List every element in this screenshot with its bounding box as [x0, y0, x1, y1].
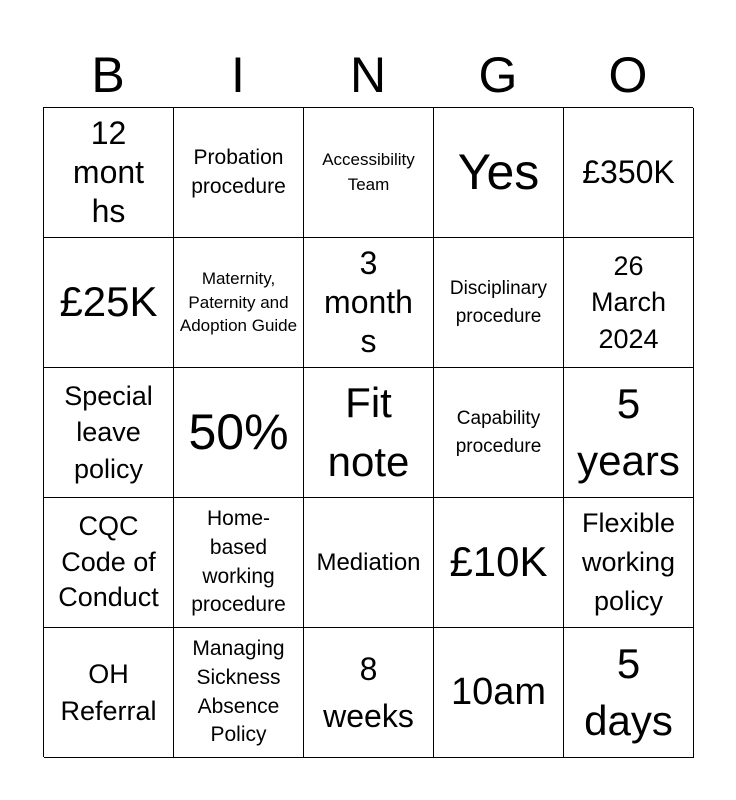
bingo-cell[interactable]: [174, 498, 304, 628]
cell-text: £10K: [449, 538, 548, 586]
cell-text: Accessibility Team: [322, 149, 415, 194]
bingo-header: [43, 44, 693, 106]
cell-text: CQC Code of Conduct: [58, 510, 159, 613]
bingo-cell[interactable]: [174, 238, 304, 368]
cell-text: 50%: [188, 403, 289, 460]
cell-text: OH Referral: [60, 659, 157, 726]
cell-text: Disciplinary procedure: [449, 277, 548, 327]
bingo-cell[interactable]: [434, 238, 564, 368]
bingo-cell[interactable]: [434, 108, 564, 238]
bingo-cell[interactable]: [564, 368, 694, 498]
cell-text: Home-based working procedure: [191, 506, 286, 617]
bingo-cell[interactable]: [434, 368, 564, 498]
cell-text: Mediation: [316, 548, 421, 576]
bingo-cell[interactable]: [564, 238, 694, 368]
cell-text: 5 days: [584, 639, 673, 744]
bingo-cell[interactable]: [304, 368, 434, 498]
bingo-cell[interactable]: [304, 628, 434, 758]
bingo-cell[interactable]: [304, 238, 434, 368]
cell-text: 8 weeks: [323, 651, 414, 734]
bingo-board: [43, 107, 693, 757]
bingo-cell[interactable]: [44, 368, 174, 498]
cell-text: Managing Sickness Absence Policy: [192, 636, 285, 747]
cell-text: Fit note: [327, 378, 410, 485]
bingo-cell[interactable]: [44, 238, 174, 368]
header-letter-i: I: [231, 47, 245, 103]
cell-text: 10am: [450, 671, 547, 714]
bingo-cell[interactable]: [564, 628, 694, 758]
header-letter-n: N: [349, 47, 387, 103]
bingo-cell[interactable]: [174, 628, 304, 758]
cell-text: Yes: [457, 143, 540, 200]
cell-text: 26 March 2024: [590, 251, 666, 354]
bingo-cell[interactable]: [174, 108, 304, 238]
header-letter-o: O: [608, 47, 648, 103]
cell-text: 12 months: [72, 114, 145, 230]
cell-text: £350K: [582, 153, 675, 190]
bingo-cell[interactable]: [44, 108, 174, 238]
header-letter-g: G: [478, 47, 518, 103]
cell-text: Maternity, Paternity and Adoption Guide: [179, 269, 298, 336]
bingo-cell[interactable]: [304, 108, 434, 238]
cell-text: 5 years: [577, 379, 680, 484]
cell-text: £25K: [59, 278, 158, 326]
bingo-cell[interactable]: [564, 498, 694, 628]
cell-text: Special leave policy: [64, 381, 153, 484]
bingo-cell[interactable]: [564, 108, 694, 238]
cell-text: 3 months: [324, 244, 413, 360]
header-letter-b: B: [91, 47, 125, 103]
cell-text: Flexible working policy: [581, 507, 676, 617]
cell-text: Capability procedure: [455, 407, 542, 457]
cell-text: Probation procedure: [191, 145, 286, 198]
bingo-cell[interactable]: [44, 628, 174, 758]
bingo-cell[interactable]: [44, 498, 174, 628]
bingo-cell[interactable]: [434, 498, 564, 628]
bingo-cell[interactable]: [174, 368, 304, 498]
bingo-cell[interactable]: [304, 498, 434, 628]
bingo-cell[interactable]: [434, 628, 564, 758]
